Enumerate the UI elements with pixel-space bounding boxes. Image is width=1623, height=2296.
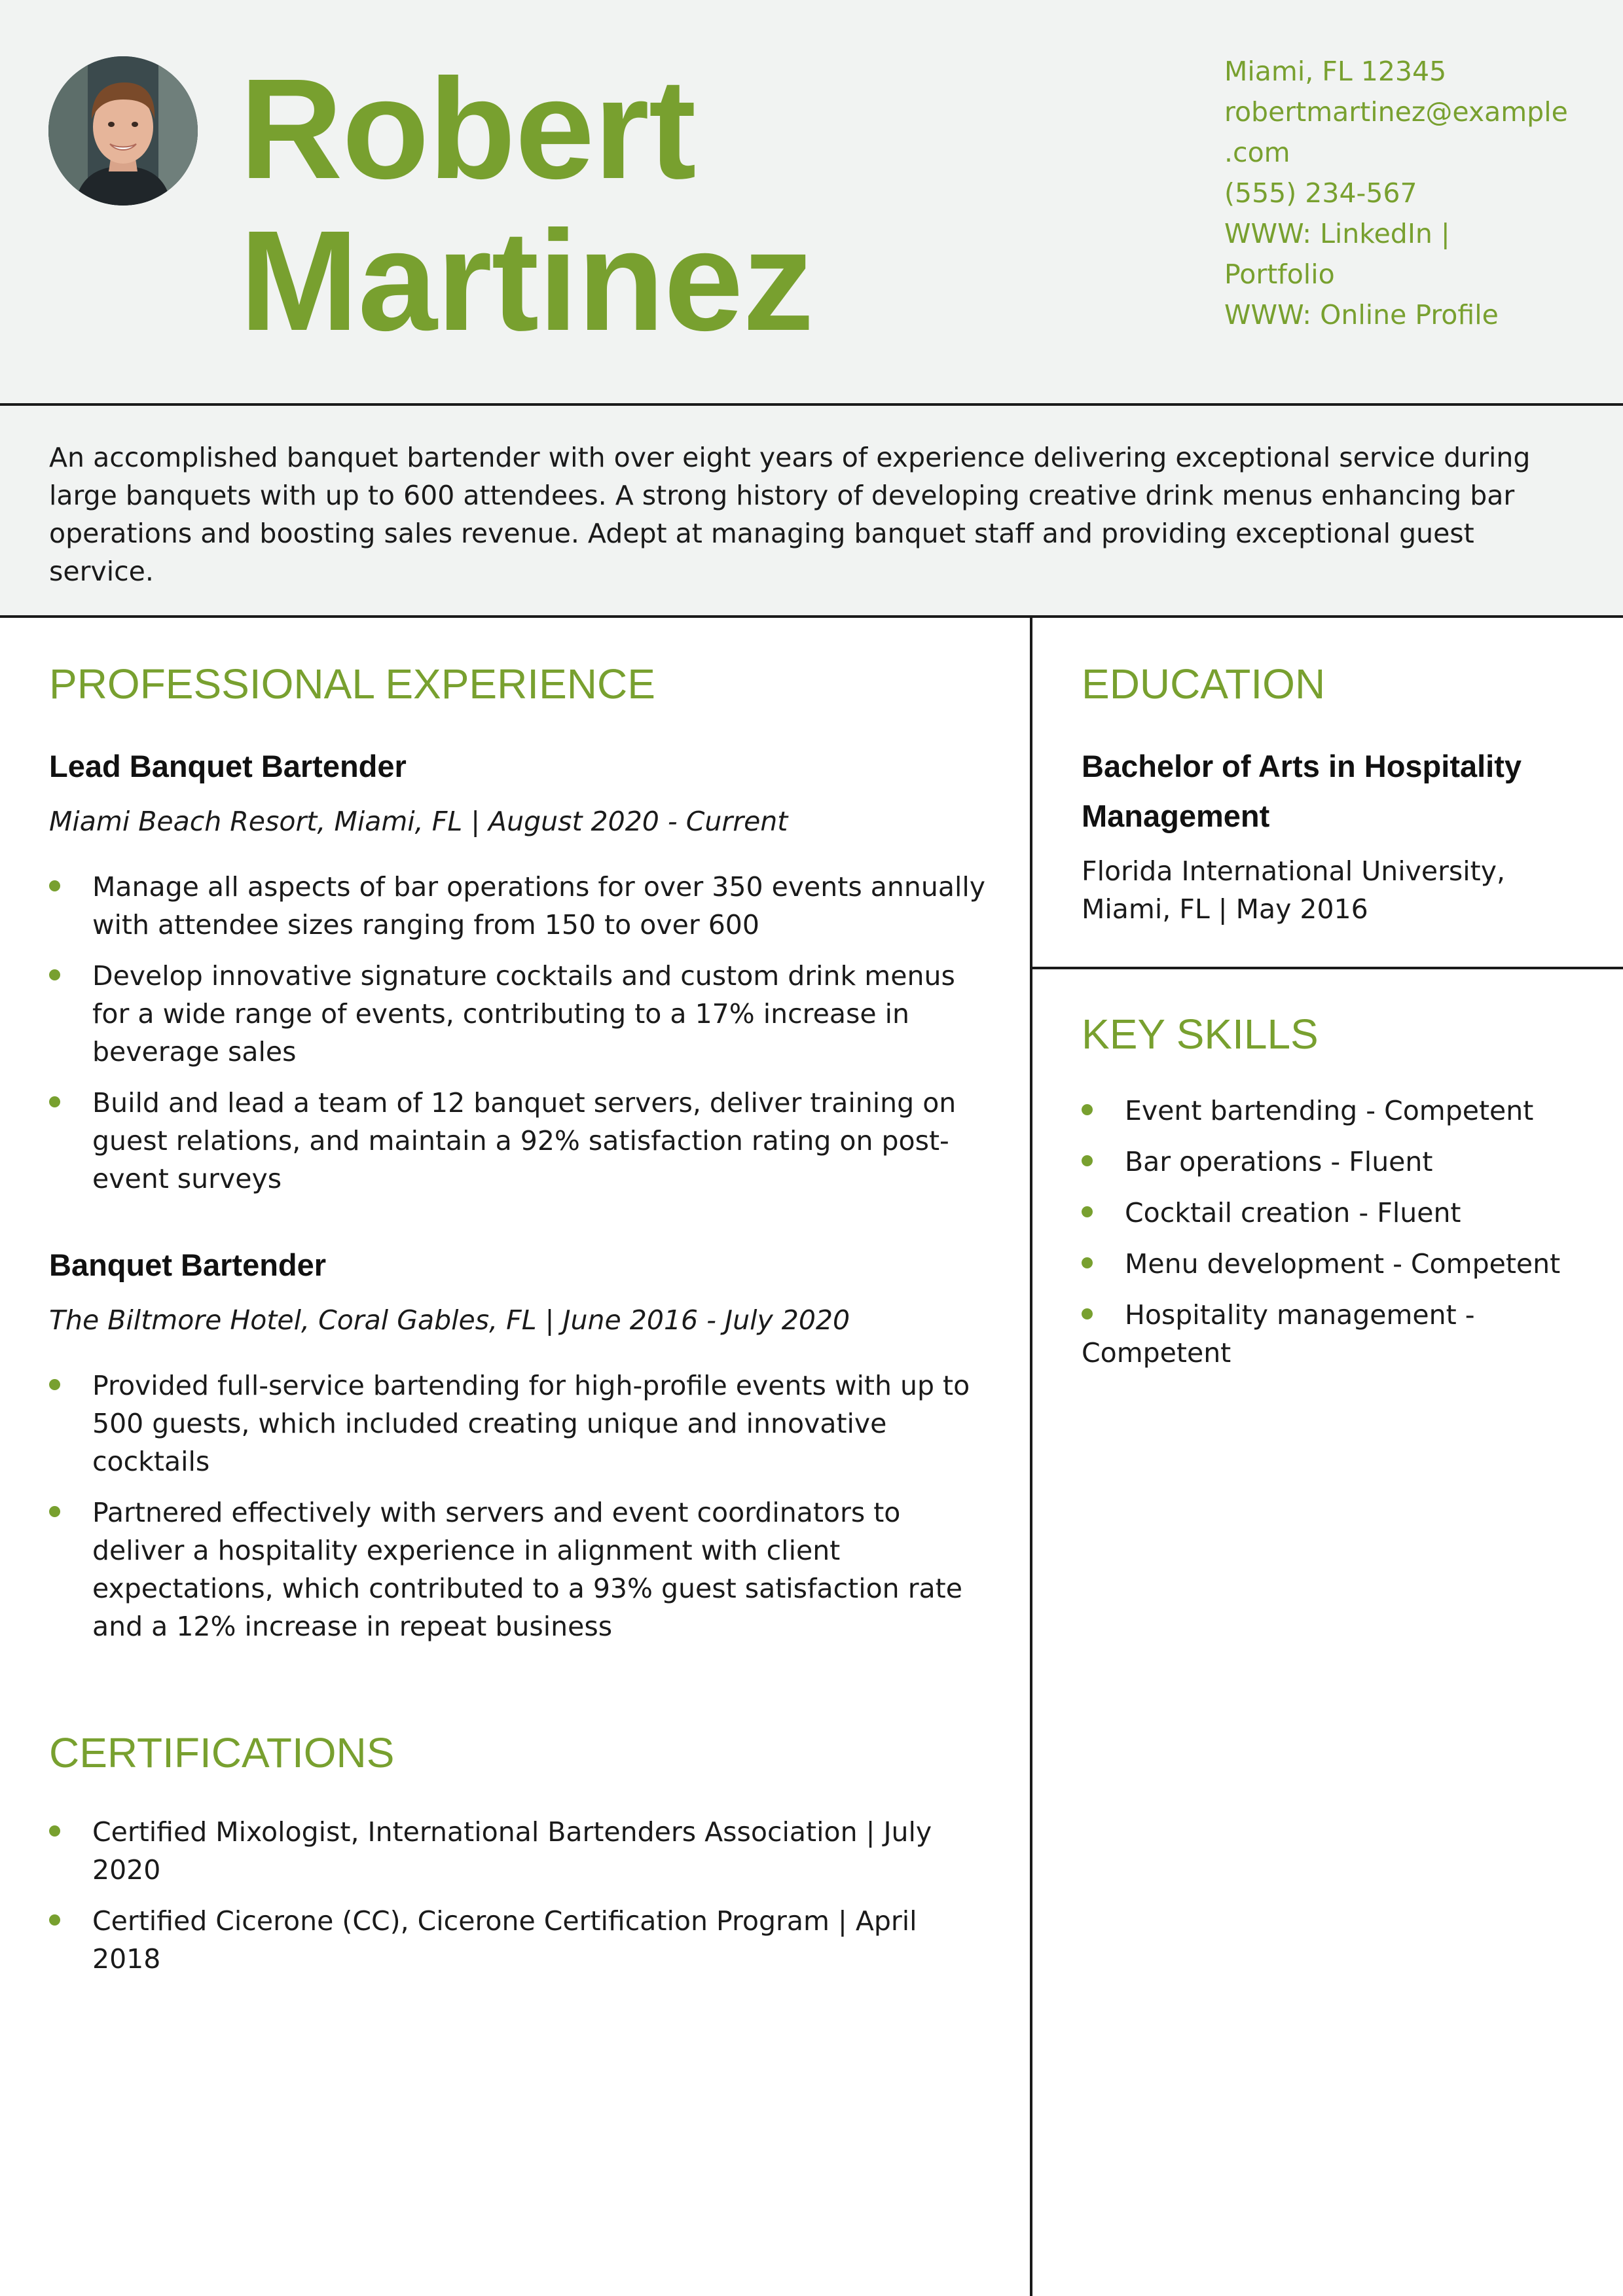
bullet-text: Provided full-service bartending for high-profile events with up to 500 guests, which included creating unique and innovative cocktails [92, 1370, 970, 1477]
contact-linkedin-link[interactable]: WWW: LinkedIn | [1224, 218, 1450, 249]
experience-heading: PROFESSIONAL EXPERIENCE [49, 660, 655, 708]
sidebar-divider [1031, 967, 1623, 969]
bullet-icon [1082, 1104, 1093, 1115]
bullet-icon [1082, 1206, 1093, 1217]
list-item [49, 1084, 992, 1198]
bullet-text: Manage all aspects of bar operations for over 350 events annually with attendee sizes ranging from 150 to over 600 [92, 871, 985, 941]
bullet-icon [49, 969, 60, 980]
contact-email[interactable]: robertmartinez@example [1224, 96, 1568, 128]
bullet-text: Certified Cicerone (CC), Cicerone Certification Program | April 2018 [92, 1905, 917, 1975]
bullet-icon [49, 1825, 60, 1837]
summary-text: An accomplished banquet bartender with over eight years of experience delivering exceptional service during large banquets with up to 600 attendees. A strong history of developing creative drink menus enhancing bar operations and boosting sales revenue. Adept at managing banquet staff and providing exceptional guest service. [49, 442, 1531, 587]
bullet-text: Develop innovative signature cocktails and custom drink menus for a wide range of events, contributing to a 17% increase in beverage sales [92, 960, 955, 1067]
job-1-bullets [49, 868, 992, 1198]
list-item [1082, 1194, 1592, 1232]
bullet-icon [1082, 1155, 1093, 1166]
job-2-bullets [49, 1367, 992, 1645]
education-heading: EDUCATION [1082, 660, 1326, 708]
list-item [49, 1494, 992, 1645]
bullet-icon [49, 1379, 60, 1390]
bullet-icon [49, 1096, 60, 1107]
bullet-icon [49, 880, 60, 891]
skill-text: Cocktail creation - Fluent [1125, 1197, 1461, 1229]
last-name: Martinez [240, 202, 814, 361]
contact-online-profile-link[interactable]: WWW: Online Profile [1224, 299, 1499, 331]
first-name: Robert [240, 50, 696, 209]
skills-list [1082, 1092, 1592, 1385]
list-item [49, 868, 992, 944]
list-item [1082, 1143, 1592, 1181]
candidate-name [240, 50, 814, 361]
contact-info [1224, 51, 1591, 335]
list-item [1082, 1092, 1592, 1130]
column-divider [1030, 618, 1032, 2296]
list-item [1082, 1296, 1592, 1372]
bullet-icon [49, 1506, 60, 1517]
profile-photo [48, 56, 198, 206]
certifications-heading: CERTIFICATIONS [49, 1729, 395, 1776]
degree-title: Bachelor of Arts in Hospitality Management [1082, 749, 1522, 833]
job-title-2: Banquet Bartender [49, 1247, 327, 1282]
list-item [49, 1367, 992, 1480]
job-meta-1: Miami Beach Resort, Miami, FL | August 2020 - Current [49, 806, 788, 837]
list-item [49, 957, 992, 1071]
bullet-icon [1082, 1257, 1093, 1268]
person-portrait-icon [48, 56, 198, 206]
contact-phone: (555) 234-567 [1224, 177, 1417, 209]
list-item [49, 1902, 992, 1978]
skills-heading: KEY SKILLS [1082, 1011, 1319, 1058]
bullet-text: Build and lead a team of 12 banquet servers, deliver training on guest relations, and maintain a 92% satisfaction rating on post-event surveys [92, 1087, 957, 1194]
list-item [1082, 1245, 1592, 1283]
skill-text: Event bartending - Competent [1125, 1095, 1534, 1126]
bullet-icon [1082, 1308, 1093, 1319]
resume-header [0, 0, 1623, 406]
job-title-1: Lead Banquet Bartender [49, 749, 407, 783]
contact-portfolio-link[interactable]: Portfolio [1224, 259, 1335, 290]
summary-panel [0, 406, 1623, 618]
bullet-icon [49, 1914, 60, 1926]
contact-location: Miami, FL 12345 [1224, 56, 1447, 87]
bullet-text: Partnered effectively with servers and event coordinators to deliver a hospitality experience in alignment with client expectations, which contributed to a 93% guest satisfaction rate and a 12% increase in repeat business [92, 1497, 962, 1642]
certifications-list [49, 1813, 992, 1978]
school-info: Florida International University, Miami, FL | May 2016 [1082, 855, 1506, 925]
skill-text: Menu development - Competent [1125, 1248, 1561, 1280]
list-item [49, 1813, 992, 1889]
job-meta-2: The Biltmore Hotel, Coral Gables, FL | June 2016 - July 2020 [49, 1304, 850, 1336]
skill-text: Hospitality management - Competent [1082, 1299, 1475, 1369]
contact-email-continued[interactable]: .com [1224, 137, 1290, 168]
skill-text: Bar operations - Fluent [1125, 1146, 1433, 1177]
bullet-text: Certified Mixologist, International Bartenders Association | July 2020 [92, 1816, 932, 1886]
